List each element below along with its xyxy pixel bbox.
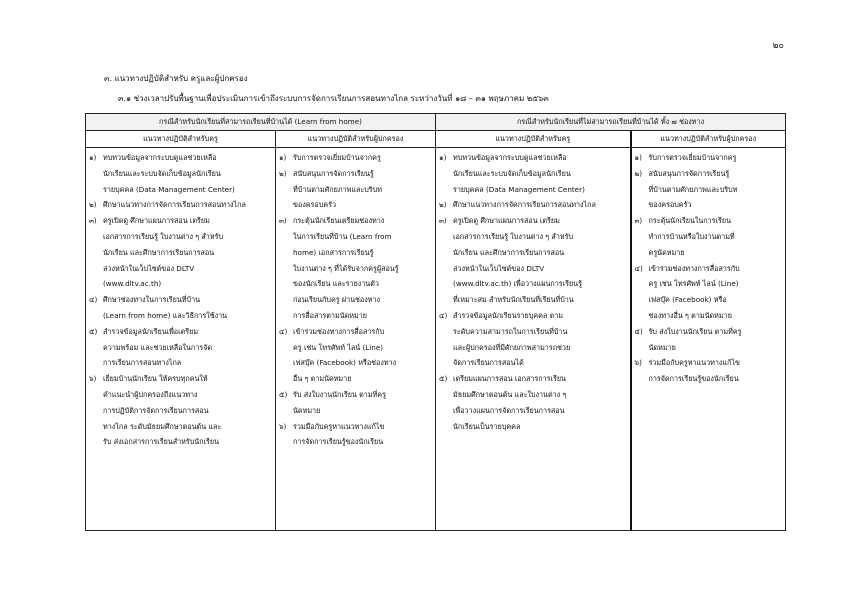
item-line: เยี่ยมบ้านนักเรียน ให้ครบทุกคนให้ [103,374,208,384]
item-line: รับการตรวจเยี่ยมบ้านจากครู [293,153,381,162]
item-number: ๔) [634,263,643,273]
list-item [89,292,272,324]
item-line: การจัดการเรียนรู้ของนักเรียน [293,437,384,447]
item-number: ๓) [89,216,97,226]
group-header-learn-from-home: กรณีสำหรับนักเรียนที่สามารถเรียนที่บ้านได้ (Learn from home) [86,114,436,131]
list-item [89,371,272,450]
item-text [103,371,272,450]
item-line: ทบทวนข้อมูลจากระบบดูแลช่วยเหลือ [453,153,567,162]
item-line: ครู เช่น โทรศัพท์ ไลน์ (Line) [293,342,384,352]
item-number: ๓) [439,216,447,226]
item-number: ๖) [89,374,97,384]
list-item [279,324,432,387]
item-line: ความพร้อม และช่วยเหลือในการจัด [103,342,213,352]
item-line: เฟสบุ๊ค (Facebook) หรือ [648,295,727,305]
item-text [649,261,783,324]
list-item [635,324,783,356]
item-line: รายบุคคล (Data Management Center) [453,184,585,194]
item-line: ใบงานต่าง ๆ ที่ได้รับจากครูผู้สอนรู้ [293,263,399,273]
item-number: ๒) [634,168,643,178]
item-number: ๓) [279,216,287,226]
item-line: รับ ส่งเอกสารการเรียนสำหรับนักเรียน [103,437,219,447]
item-number: ๔) [439,310,448,320]
item-line: อื่น ๆ ตามนัดหมาย [293,374,352,384]
item-line: ของครอบครัว [648,200,692,210]
item-line: รับ ส่งใบงานนักเรียน ตามที่ครู [648,326,742,336]
item-text [649,150,783,166]
item-line: ครูนัดหมาย [648,247,685,257]
guidelines-table [85,113,786,531]
list-item [279,150,432,166]
item-line: นักเรียน และศึกษาการเรียนการสอน [103,247,215,257]
list-item [635,355,783,387]
item-line: ก่อนเรียนกับครู ผ่านช่องทาง [293,295,381,305]
list-item [89,150,272,197]
item-line: ทำการบ้านหรือใบงานตามที่ [648,231,735,241]
list-item [279,213,432,324]
item-text [293,150,432,166]
item-text [453,150,627,197]
list-item [439,213,627,308]
list-item [439,371,627,434]
item-number: ๖) [279,421,287,431]
item-line: ที่เหมาะสม สำหรับนักเรียนที่เรียนที่บ้าน [453,295,574,305]
item-number: ๒) [439,200,447,210]
list-item [635,166,783,213]
list-item [439,150,627,197]
list-item [635,261,783,324]
item-line: ของครอบครัว [293,200,336,210]
item-line: ครู เช่น โทรศัพท์ ไลน์ (Line) [648,279,739,289]
item-number: ๕) [89,326,98,336]
list-item [439,197,627,213]
item-text [293,324,432,387]
item-text [649,324,783,356]
item-number: ๕) [279,389,288,399]
item-text [649,166,783,213]
item-line: (Learn from home) และวิธีการใช้งาน [103,310,228,320]
item-line: รับ ส่งใบงานนักเรียน ตามที่ครู [293,389,386,399]
item-line: รับการตรวจเยี่ยมบ้านจากครู [648,153,737,162]
item-number: ๔) [279,326,288,336]
item-line: การสื่อสารตามนัดหมาย [293,310,367,320]
item-number: ๖) [634,358,642,368]
item-line: คำแนะนำผู้ปกครองถึงแนวทาง [103,389,198,399]
item-line: เข้าร่วมช่องทางการสื่อสารกับ [648,263,740,273]
item-number: ๕) [634,326,643,336]
item-line: เฟสบุ๊ค (Facebook) หรือช่องทาง [293,358,397,368]
list-item [635,213,783,260]
item-line: สำรวจข้อมูลนักเรียนเพื่อเตรียม [103,326,199,336]
list-item [89,213,272,292]
item-line: นัดหมาย [293,405,321,415]
column-teacher-home [86,148,276,531]
item-text [649,355,783,387]
item-text [453,213,627,308]
list-item [635,150,783,166]
item-line: นักเรียนและระบบจัดเก็บข้อมูลนักเรียน [453,168,571,178]
item-line: home) เอกสารการเรียนรู้ [293,247,374,257]
item-text [103,324,272,371]
item-line: ระดับความสามารถในการเรียนที่บ้าน [453,326,568,336]
item-line: นักเรียน และศึกษาการเรียนการสอน [453,247,565,257]
item-line: (www.dltv.ac.th) [103,279,162,289]
item-line: ครูเปิดดู ศึกษาแผนการสอน เตรียม [103,216,210,226]
item-text [453,308,627,371]
item-text [649,213,783,260]
item-line: (www.dltv.ac.th) เพื่อวางแผนการเรียนรู้ [453,279,582,289]
item-line: กระตุ้นนักเรียนในการเรียน [648,216,731,226]
item-line: มัธยมศึกษาตอนต้น และใบงานต่าง ๆ [453,389,567,399]
section-heading: ๓. แนวทางปฏิบัติสำหรับ ครูและผู้ปกครอง [104,74,248,83]
item-line: เอกสารการเรียนรู้ ใบงานต่าง ๆ สำหรับ [103,231,224,241]
item-number: ๑) [439,153,447,162]
item-line: ล่วงหน้าในเว็บไซต์ของ DLTV [103,263,195,273]
item-number: ๒) [89,200,97,210]
item-line: ครูเปิดดู ศึกษาแผนการสอน เตรียม [453,216,560,226]
item-text [293,213,432,324]
item-line: ศึกษาช่องทางในการเรียนที่บ้าน [103,295,201,305]
sub-header-teacher: แนวทางปฏิบัติสำหรับครู [86,131,276,148]
item-line: ในการเรียนที่บ้าน (Learn from [293,231,392,241]
item-line: รายบุคคล (Data Management Center) [103,184,235,194]
item-line: ช่องทางอื่น ๆ ตามนัดหมาย [648,310,732,320]
item-text [293,419,432,451]
item-number: ๑) [634,153,642,162]
item-text [293,166,432,213]
item-line: ล่วงหน้าในเว็บไซต์ของ DLTV [453,263,545,273]
sub-header-parent: แนวทางปฏิบัติสำหรับผู้ปกครอง [276,131,436,148]
item-number: ๑) [89,153,97,162]
sub-header-parent: แนวทางปฏิบัติสำหรับผู้ปกครอง [631,131,786,148]
item-line: นักเรียนเป็นรายบุคคล [453,421,521,431]
list-item [89,197,272,213]
item-number: ๔) [89,295,98,305]
item-number: ๑) [279,153,287,162]
item-line: ร่วมมือกับครูหาแนวทางแก้ไข [293,421,385,431]
list-item [279,387,432,419]
item-line: สนับสนุนการจัดการเรียนรู้ [648,168,730,178]
item-line: ของนักเรียน และรายงานตัว [293,279,379,289]
item-number: ๒) [279,168,287,178]
item-line: ที่บ้านตามศักยภาพและบริบท [648,184,738,194]
list-item [279,166,432,213]
item-line: นักเรียนและระบบจัดเก็บข้อมูลนักเรียน [103,168,221,178]
item-line: เตรียมแผนการสอน เอกสารการเรียน [453,374,566,384]
sub-header-teacher: แนวทางปฏิบัติสำหรับครู [436,131,631,148]
item-line: สนับสนุนการจัดการเรียนรู้ [293,168,374,178]
column-teacher-nohome [436,148,631,531]
item-line: ศึกษาแนวทางการจัดการเรียนการสอนทางไกล [103,200,246,210]
item-line: และผู้ปกครองที่มีศักยภาพสามารถช่วย [453,342,571,352]
item-line: การเรียนการสอนทางไกล [103,358,182,368]
item-line: ศึกษาแนวทางการจัดการเรียนการสอนทางไกล [453,200,596,210]
item-text [103,292,272,324]
group-header-cannot-learn-home: กรณีสำหรับนักเรียนที่ไม่สามารถเรียนที่บ้านได้ ทั้ง ๗ ช่องทาง [436,114,786,131]
item-text [103,213,272,292]
item-text [103,150,272,197]
item-line: การจัดการเรียนรู้ของนักเรียน [648,374,739,384]
item-line: การปฏิบัติการจัดการเรียนการสอน [103,405,209,415]
item-line: จัดการเรียนการสอนได้ [453,358,524,368]
list-item [439,308,627,371]
item-line: เอกสารการเรียนรู้ ใบงานต่าง ๆ สำหรับ [453,231,574,241]
item-line: ทบทวนข้อมูลจากระบบดูแลช่วยเหลือ [103,153,217,162]
item-line: เพื่อวางแผนการจัดการเรียนการสอน [453,405,565,415]
item-line: สำรวจข้อมูลนักเรียนรายบุคคล ตาม [453,310,564,320]
subsection-heading: ๓.๑ ช่วงเวลาปรับพื้นฐานเพื่อประเมินการเข้าถึงระบบการจัดการเรียนการสอนทางไกล ระหว่างวันที่ ๑๘ – ๓๑ พฤษภาคม ๒๕๖๓ [118,94,549,103]
list-item [279,419,432,451]
item-line: ร่วมมือกับครูหาแนวทางแก้ไข [648,358,740,368]
item-text [453,371,627,434]
item-line: ที่บ้านตามศักยภาพและบริบท [293,184,382,194]
item-text [103,197,272,213]
item-number: ๕) [439,374,448,384]
page-number: ๒๐ [772,41,784,51]
item-line: กระตุ้นนักเรียนเตรียมช่องทาง [293,216,385,226]
column-parent-nohome [631,148,786,531]
item-line: เข้าร่วมช่องทางการสื่อสารกับ [293,326,385,336]
item-number: ๓) [634,216,643,226]
item-line: นัดหมาย [648,342,676,352]
item-line: ทางไกล ระดับมัธยมศึกษาตอนต้น และ [103,421,222,431]
list-item [89,324,272,371]
column-parent-home [276,148,436,531]
item-text [293,387,432,419]
item-text [453,197,627,213]
